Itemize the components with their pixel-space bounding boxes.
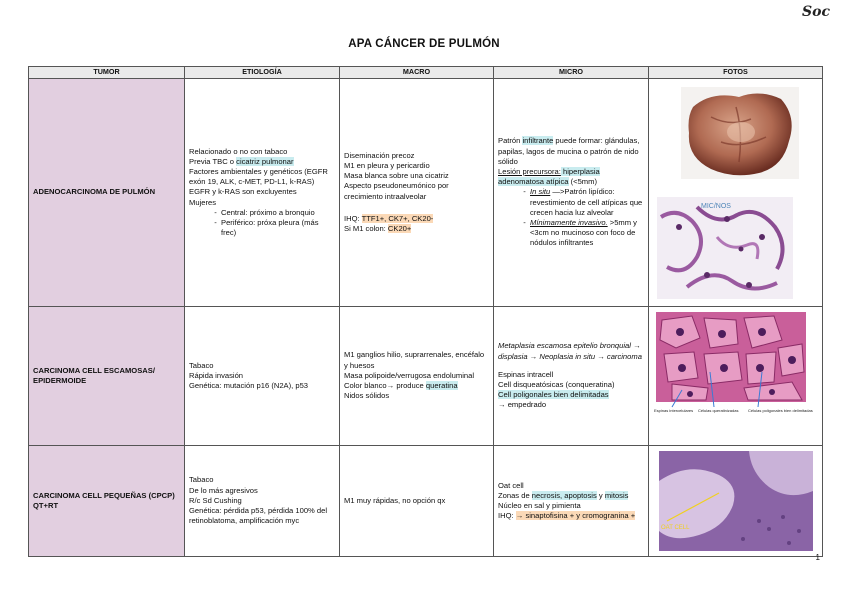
header-etiologia: ETIOLOGÍA xyxy=(185,67,340,79)
text-line: M1 ganglios hilio, suprarrenales, encéfalo y huesos xyxy=(344,350,485,370)
signature: Soc xyxy=(802,4,830,20)
text-line: EGFR y k-RAS son excluyentes xyxy=(189,187,297,197)
histology-photo-oatcell xyxy=(659,451,813,551)
list-item: - Central: próximo a bronquio xyxy=(221,208,335,218)
text-line: R/c Sd Cushing xyxy=(189,495,242,505)
text-line: M1 muy rápidas, no opción qx xyxy=(344,495,446,505)
text-line: Factores ambientales y genéticos (EGFR exón 19, ALK, c-MET, PD-L1, k-RAS) xyxy=(189,166,328,187)
header-tumor: TUMOR xyxy=(29,67,185,79)
photo-label: Células queratinizadas xyxy=(697,408,738,413)
text-line: Si M1 colon: CK20+ xyxy=(344,224,412,233)
header-row xyxy=(29,67,823,79)
text-line: Masa blanca sobre una cicatriz xyxy=(344,171,449,181)
text-line: Aspecto pseudoneumónico por crecimiento intraalveolar xyxy=(344,181,449,201)
macro-cell xyxy=(340,307,494,446)
micro-cell xyxy=(494,79,649,307)
tumor-cell: CARCINOMA CELL PEQUEÑAS (CPCP) QT+RT xyxy=(29,446,185,557)
text-line: Zonas de necrosis, apoptosis y mitosis xyxy=(498,490,629,500)
text-line: Color blanco→ produce queratina xyxy=(344,381,458,391)
text-line: Relacionado o no con tabaco xyxy=(189,146,288,156)
text-line: Mujeres xyxy=(189,197,217,207)
macro-cell xyxy=(340,79,494,307)
header-micro: MICRO xyxy=(494,67,649,79)
list-item: - Mínimamente invasivo. >5mm y <3cm no mucinoso con foco de nódulos infiltrantes xyxy=(530,218,644,249)
text-line: Lesión precursora: hiperplasia adenomatosa atípica (<5mm) xyxy=(498,166,600,187)
header-fotos: FOTOS xyxy=(649,67,823,79)
table-row xyxy=(29,307,823,446)
bullet-list xyxy=(189,208,335,239)
macro-lung-photo xyxy=(681,87,799,179)
macro-cell xyxy=(340,446,494,557)
text-line: Tabaco xyxy=(189,475,214,485)
bullet-list xyxy=(498,187,644,248)
tumor-cell: ADENOCARCINOMA DE PULMÓN xyxy=(29,79,185,307)
photo-label: Células poligonales bien delimitadas xyxy=(747,408,813,413)
table-row xyxy=(29,79,823,307)
text-line: Previa TBC o cicatriz pulmonar xyxy=(189,156,294,166)
micro-cell xyxy=(494,307,649,446)
text-line: Espinas intracell xyxy=(498,369,554,379)
histology-photo-squamous xyxy=(652,312,820,440)
tumor-cell: CARCINOMA CELL ESCAMOSAS/ EPIDERMOIDE xyxy=(29,307,185,446)
text-line: Núcleo en sal y pimienta xyxy=(498,501,581,510)
photo-label: MIC/NOS xyxy=(701,202,731,210)
text-line: Oat cell xyxy=(498,480,524,490)
text-line: Tabaco xyxy=(189,360,214,370)
page-title: APA CÁNCER DE PULMÓN xyxy=(348,38,500,50)
etiologia-cell xyxy=(185,446,340,557)
text-line: Genética: pérdida p53, pérdida 100% del retinoblatoma, amplificación myc xyxy=(189,506,328,526)
text-line: → empedrado xyxy=(498,400,547,410)
list-item: - In situ —>Patrón lipídico: revestimiento de cell atípicas que crecen hacia luz alveolar xyxy=(530,187,644,218)
text-line: IHQ: TTF1+, CK7+, CK20- xyxy=(344,213,434,223)
table-row xyxy=(29,446,823,557)
etiologia-cell xyxy=(185,307,340,446)
text-line: Patrón infiltrante puede formar: glándulas, papilas, lagos de mucina o patrón de nido sólido xyxy=(498,136,640,166)
text-line: Nidos sólidos xyxy=(344,391,390,401)
etiologia-cell xyxy=(185,79,340,307)
text-line: Rápida invasión xyxy=(189,370,244,380)
micro-cell xyxy=(494,446,649,557)
text-line: Genética: mutación p16 (N2A), p53 xyxy=(189,381,309,391)
text-line: Cell poligonales bien delimitadas xyxy=(498,390,609,400)
summary-table xyxy=(28,66,823,557)
list-item: - Periférico: próxa pleura (más frec) xyxy=(221,218,335,238)
photo-label: OAT CELL xyxy=(661,525,690,531)
text-line: M1 en pleura y pericardio xyxy=(344,160,430,170)
page-number: 1 xyxy=(815,553,820,562)
fotos-cell xyxy=(649,79,823,307)
text-line: Masa polipoide/verrugosa endoluminal xyxy=(344,370,475,380)
text-line: Cell disqueatósicas (conqueratina) xyxy=(498,380,615,389)
text-line: Diseminación precoz xyxy=(344,150,415,160)
fotos-cell xyxy=(649,446,823,557)
text-line: De lo más agresivos xyxy=(189,485,258,495)
photo-label: Espinas intercelulares xyxy=(653,408,693,413)
text-line: Metaplasia escamosa epitelio bronquial → displasia → Neoplasia in situ → carcinoma xyxy=(498,341,642,361)
header-macro: MACRO xyxy=(340,67,494,79)
histology-photo-adeno xyxy=(657,197,793,299)
text-line: IHQ: → sinaptofisina + y cromogranina + xyxy=(498,511,636,521)
fotos-cell xyxy=(649,307,823,446)
